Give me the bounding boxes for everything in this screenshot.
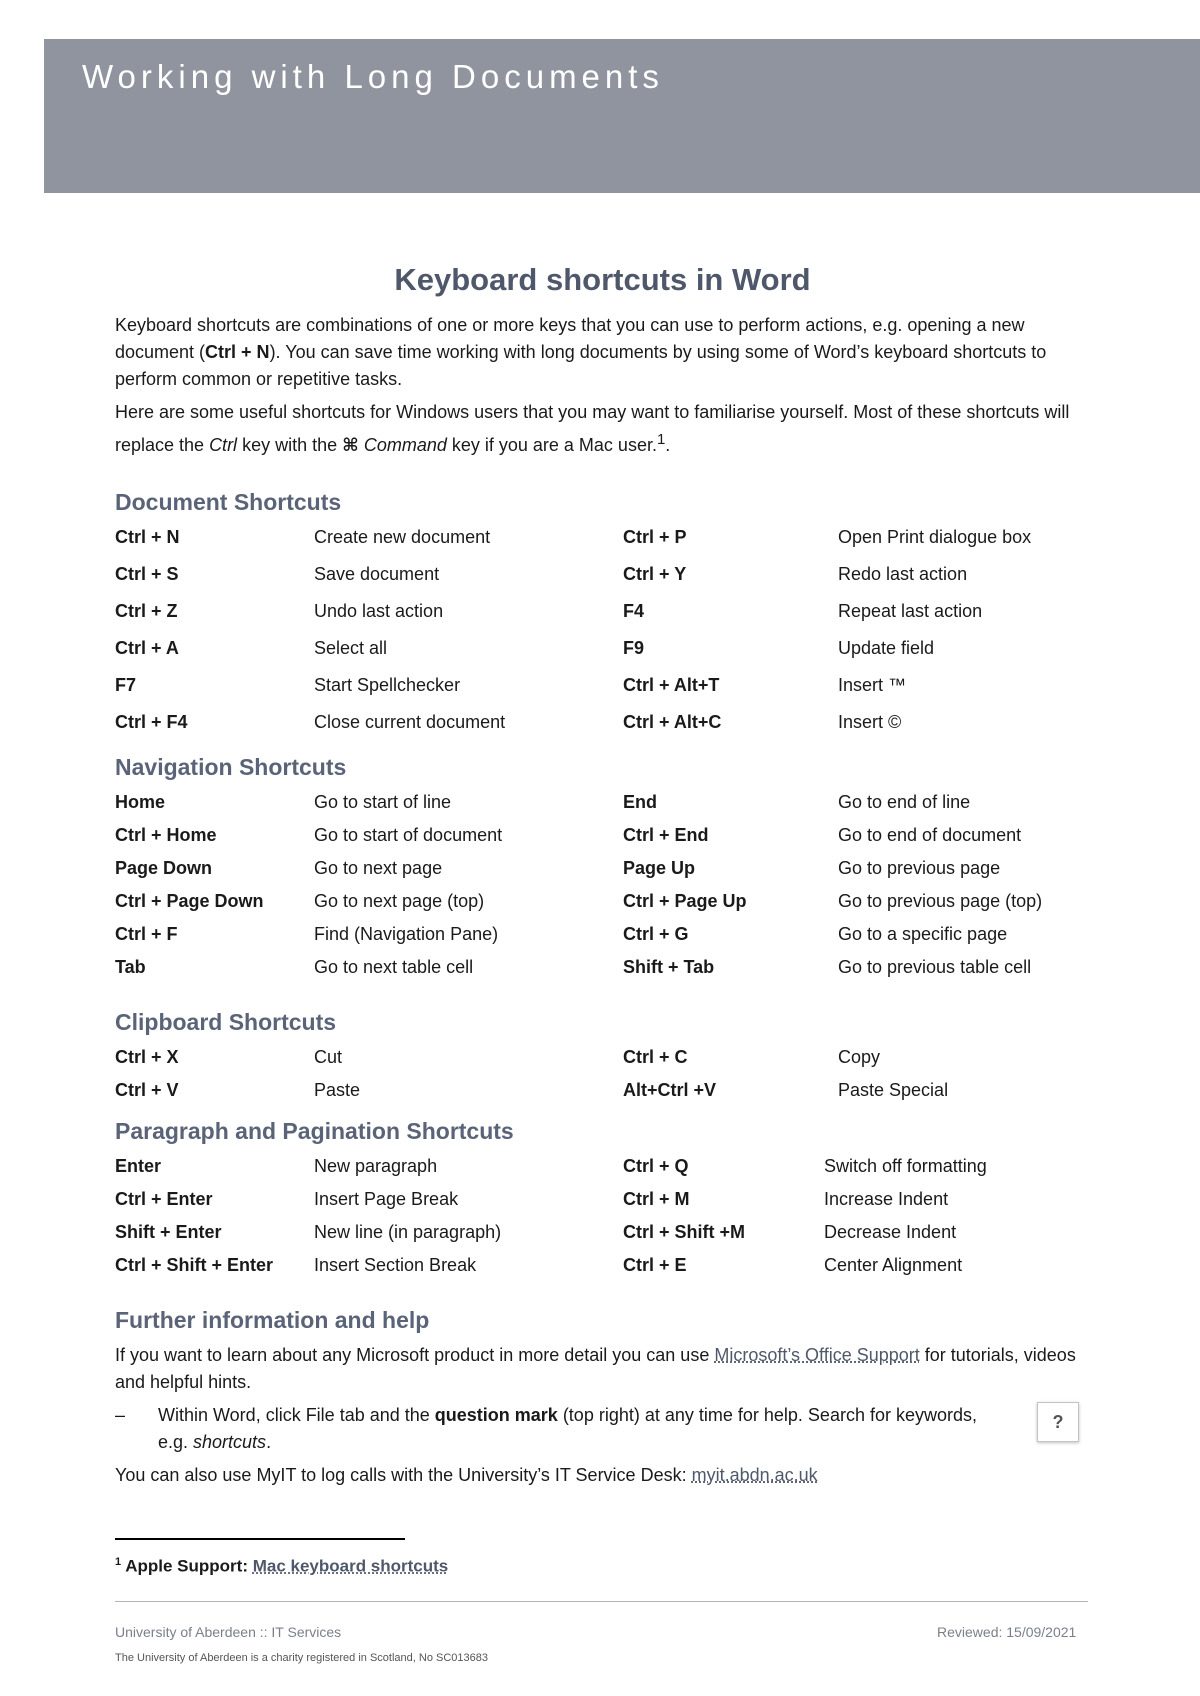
myit-link[interactable]: myit.abdn.ac.uk [691,1465,818,1485]
shortcut-description: Go to start of document [314,825,503,845]
shortcut-key: Ctrl + M [623,1189,690,1209]
shortcut-description: Insert Page Break [314,1189,459,1209]
shortcut-key: Ctrl + Enter [115,1189,213,1209]
footer-charity-notice: The University of Aberdeen is a charity registered in Scotland, No SC013683 [115,1652,488,1664]
further-text: for tutorials, videos and helpful hints. [115,1345,1076,1392]
mac-shortcuts-link[interactable]: Mac keyboard shortcuts [252,1556,449,1576]
further-text: . [266,1432,272,1452]
shortcut-key: End [623,792,657,812]
shortcut-key: Ctrl + A [115,638,179,658]
shortcut-key: Shift + Tab [623,957,715,977]
shortcut-description: Insert © [838,712,902,732]
shortcut-description: Decrease Indent [824,1222,957,1242]
shortcut-description: Go to start of line [314,792,452,812]
footer-review-date: Reviewed: 15/09/2021 [937,1624,1077,1640]
shortcut-description: Save document [314,564,440,584]
footnote-reference[interactable]: 1 [656,431,666,448]
shortcut-description: Copy [838,1047,881,1067]
command-key-icon: ⌘ [342,435,359,455]
shortcut-key: Ctrl + G [623,924,689,944]
further-text: Within Word, click File tab and the [158,1405,435,1425]
help-bullet [115,1402,1090,1462]
shortcut-key: F4 [623,601,645,621]
shortcut-description: Update field [838,638,935,658]
footnote [115,1556,448,1577]
shortcut-description: Create new document [314,527,491,547]
shortcut-key: Page Up [623,858,696,878]
footnote-divider [115,1538,405,1540]
shortcut-description: Center Alignment [824,1255,963,1275]
shortcut-key: Ctrl + F4 [115,712,188,732]
shortcut-description: Open Print dialogue box [838,527,1032,547]
section-heading-document: Document Shortcuts [115,489,342,515]
shortcut-description: Start Spellchecker [314,675,461,695]
shortcut-key: Ctrl + Alt+T [623,675,720,695]
shortcut-description: Go to next page [314,858,443,878]
shortcut-description: Go to a specific page [838,924,1008,944]
shortcut-description: Go to end of line [838,792,971,812]
header-title: Working with Long Documents [82,58,664,95]
shortcut-key: Ctrl + X [115,1047,179,1067]
intro-text: key if you are a Mac user. [446,435,657,455]
footer-divider [115,1601,1088,1602]
shortcut-key: Ctrl + Shift +M [623,1222,746,1242]
shortcut-key: Ctrl + Home [115,825,217,845]
shortcut-key: Ctrl + Q [623,1156,689,1176]
shortcut-key: Ctrl + V [115,1080,179,1100]
shortcut-key: Ctrl + Page Up [623,891,747,911]
intro-text: key with the [237,435,343,455]
shortcut-description: Go to previous page (top) [838,891,1043,911]
intro-text: . [665,435,671,455]
shortcut-description: Undo last action [314,601,444,621]
shortcut-description: Select all [314,638,388,658]
question-mark-icon: ? [1037,1402,1079,1442]
shortcut-key: Ctrl + Y [623,564,687,584]
intro-paragraph-2 [115,399,1090,459]
shortcut-description: Close current document [314,712,506,732]
shortcut-description: Go to end of document [838,825,1022,845]
section-heading-further: Further information and help [115,1307,430,1333]
main-content [115,262,1090,1495]
navigation-shortcuts-table [115,789,1090,987]
shortcut-description: New paragraph [314,1156,438,1176]
paragraph-shortcuts-table [115,1153,1090,1285]
further-text: You can also use MyIT to log calls with the University’s IT Service Desk: [115,1465,692,1485]
shortcut-key: F9 [623,638,645,658]
shortcut-key: Ctrl + C [623,1047,688,1067]
shortcut-description: Find (Navigation Pane) [314,924,499,944]
intro-text: Here are some useful shortcuts for Windows users that you may want to familiarise yourself. Most of these shortcuts will replace the [115,402,1070,455]
shortcut-key: Ctrl + F [115,924,178,944]
shortcut-key: Page Down [115,858,213,878]
shortcut-key: Ctrl + E [623,1255,687,1275]
shortcut-key: Enter [115,1156,162,1176]
shortcut-key: Shift + Enter [115,1222,222,1242]
shortcut-key: Tab [115,957,146,977]
intro-command-italic: Command [363,435,447,455]
further-italic: shortcuts [193,1432,267,1452]
shortcut-key: Home [115,792,166,812]
shortcut-key: Ctrl + N [115,527,180,547]
shortcut-description: Go to next table cell [314,957,474,977]
shortcut-key: Ctrl + P [623,527,687,547]
bullet-item [115,1402,1090,1462]
shortcut-description: Paste [314,1080,361,1100]
shortcut-key: Ctrl + Z [115,601,178,621]
further-paragraph-2 [115,1462,1090,1489]
footnote-label: Apple Support: [121,1556,253,1576]
shortcut-description: Go to next page (top) [314,891,485,911]
further-text: (top right) at any time for help. Search for keywords, e.g. [158,1405,977,1452]
shortcut-key: Ctrl + End [623,825,709,845]
footnote-number: 1 [115,1556,122,1568]
intro-bold-shortcut: Ctrl + N [205,342,270,362]
section-heading-navigation: Navigation Shortcuts [115,754,347,780]
section-heading-paragraph: Paragraph and Pagination Shortcuts [115,1118,514,1144]
shortcut-description: Increase Indent [824,1189,949,1209]
page-title: Keyboard shortcuts in Word [394,262,811,297]
intro-text: Keyboard shortcuts are combinations of one or more keys that you can use to perform actions, e.g. opening a new document ( [115,315,1025,362]
shortcut-description: Repeat last action [838,601,983,621]
shortcut-key: Ctrl + Page Down [115,891,264,911]
intro-paragraph-1 [115,312,1090,393]
intro-text: ). You can save time working with long documents by using some of Word’s keyboard shortcuts to perform common or repetitive tasks. [115,342,1047,389]
shortcut-description: Insert ™ [838,675,907,695]
further-bold: question mark [434,1405,558,1425]
office-support-link[interactable]: Microsoft’s Office Support [714,1345,920,1365]
shortcut-key: Ctrl + S [115,564,179,584]
shortcut-key: F7 [115,675,137,695]
shortcut-description: Go to previous table cell [838,957,1032,977]
shortcut-description: Switch off formatting [824,1156,987,1176]
shortcut-key: Ctrl + Shift + Enter [115,1255,274,1275]
shortcut-description: New line (in paragraph) [314,1222,502,1242]
footer-organization: University of Aberdeen :: IT Services [115,1624,342,1640]
bullet-text [158,1402,988,1456]
intro-ctrl-italic: Ctrl [209,435,238,455]
clipboard-shortcuts-table [115,1044,1090,1110]
bullet-dash: – [115,1405,126,1425]
shortcut-description: Paste Special [838,1080,949,1100]
shortcut-description: Cut [314,1047,343,1067]
shortcut-description: Redo last action [838,564,968,584]
section-heading-clipboard: Clipboard Shortcuts [115,1009,337,1035]
shortcut-description: Go to previous page [838,858,1001,878]
shortcut-key: Alt+Ctrl +V [623,1080,717,1100]
further-paragraph-1 [115,1342,1090,1396]
shortcut-key: Ctrl + Alt+C [623,712,722,732]
document-shortcuts-table [115,524,1090,746]
shortcut-description: Insert Section Break [314,1255,477,1275]
further-text: If you want to learn about any Microsoft product in more detail you can use [115,1345,715,1365]
